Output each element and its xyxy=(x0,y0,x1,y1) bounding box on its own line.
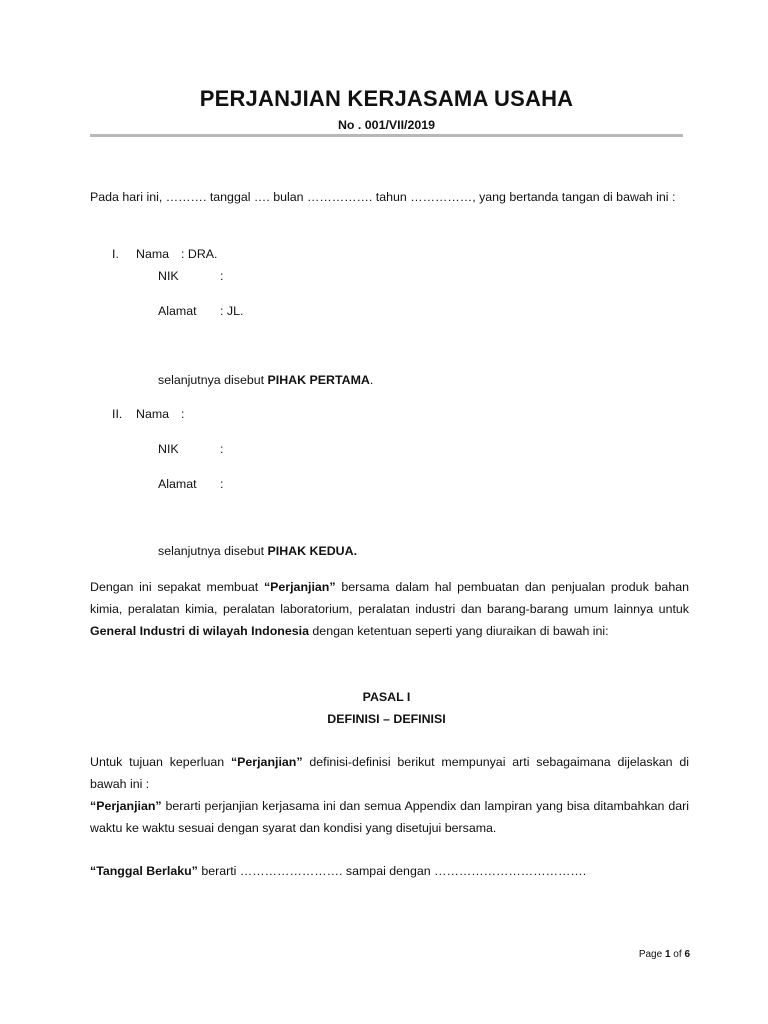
definition-perjanjian xyxy=(90,795,689,839)
pasal-title: DEFINISI – DEFINISI xyxy=(327,712,446,726)
party1-numeral: I. xyxy=(112,247,119,261)
title-divider xyxy=(90,134,683,137)
party2-alamat-value: : xyxy=(220,477,224,491)
party1-alamat-value: : JL. xyxy=(220,304,244,318)
definitions-intro xyxy=(90,751,689,795)
party2-nama-label: Nama xyxy=(136,407,170,421)
party1-reference-prefix: selanjutnya disebut xyxy=(158,373,268,387)
definition-tanggal-text: berarti ……………………. sampai dengan ………………………………. xyxy=(197,864,587,878)
definitions-intro-text-2: definisi-definisi berikut mempunyai arti sebagaimana dijelaskan di bawah ini : xyxy=(90,755,689,791)
document-title: PERJANJIAN KERJASAMA USAHA xyxy=(199,86,574,111)
page-number-footer xyxy=(639,948,690,962)
agreement-scope: General Industri di wilayah Indonesia xyxy=(90,624,309,638)
party1-reference xyxy=(158,369,373,391)
definition-perjanjian-text: berarti perjanjian kerjasama ini dan semua Appendix dan lampiran yang bisa ditambahkan dari waktu ke waktu sesuai dengan syarat dan kondisi yang disetujui bersama. xyxy=(90,799,689,835)
party2-reference xyxy=(158,540,357,562)
definitions-intro-term: “Perjanjian” xyxy=(230,755,303,769)
party1-alamat-label: Alamat xyxy=(158,304,197,318)
party1-nama-value: : DRA. xyxy=(181,247,218,261)
party1-reference-name: PIHAK PERTAMA xyxy=(267,373,370,387)
definition-tanggal-term: “Tanggal Berlaku” xyxy=(90,864,198,878)
party2-reference-name: PIHAK KEDUA. xyxy=(267,544,358,558)
party2-alamat-label: Alamat xyxy=(158,477,197,491)
agreement-text-2: bersama dalam hal pembuatan dan penjualan produk bahan kimia, peralatan kimia, peralatan laboratorium, peralatan industri dan barang-barang umum lainnya untuk xyxy=(90,580,689,616)
party1-reference-suffix: . xyxy=(369,373,374,387)
party2-reference-prefix: selanjutnya disebut xyxy=(158,544,268,558)
opening-paragraph: Pada hari ini, ………. tanggal …. bulan ……………. tahun ……………, yang bertanda tangan di bawah ini : xyxy=(90,190,676,204)
page-total: 6 xyxy=(684,949,690,960)
agreement-term-perjanjian: “Perjanjian” xyxy=(263,580,336,594)
page-current: 1 xyxy=(664,949,671,960)
page-of: of xyxy=(670,949,685,960)
party1-nik-value: : xyxy=(220,269,224,283)
definitions-intro-text-1: Untuk tujuan keperluan xyxy=(90,755,231,769)
page-label: Page xyxy=(638,949,665,960)
party2-nik-label: NIK xyxy=(158,442,179,456)
agreement-paragraph xyxy=(90,576,689,642)
agreement-text-1: Dengan ini sepakat membuat xyxy=(90,580,264,594)
definition-perjanjian-term: “Perjanjian” xyxy=(90,799,162,813)
party2-nama-value: : xyxy=(181,407,185,421)
party1-nik-label: NIK xyxy=(158,269,179,283)
party1-nama-label: Nama xyxy=(136,247,170,261)
document-number: No . 001/VII/2019 xyxy=(337,118,436,132)
pasal-number: PASAL I xyxy=(362,690,411,704)
party2-numeral: II. xyxy=(112,407,123,421)
party2-nik-value: : xyxy=(220,442,224,456)
definition-tanggal-berlaku xyxy=(90,860,689,882)
agreement-text-3: dengan ketentuan seperti yang diuraikan di bawah ini: xyxy=(308,624,609,638)
